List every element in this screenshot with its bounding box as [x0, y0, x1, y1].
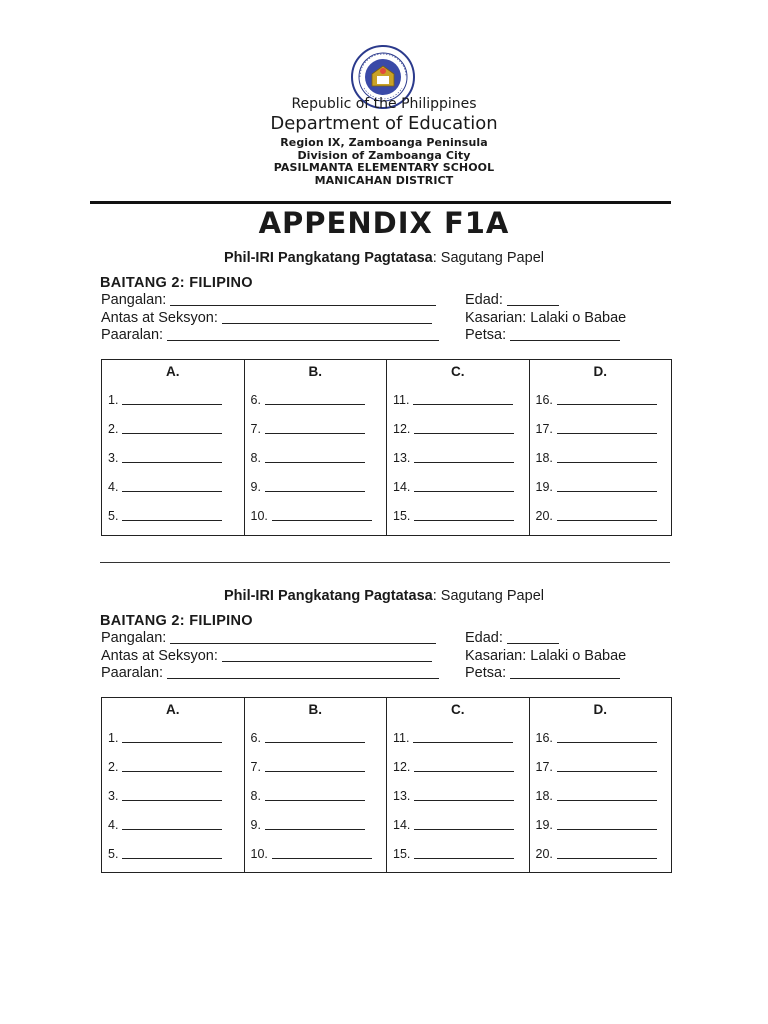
school-name: PASILMANTA ELEMENTARY SCHOOL: [273, 161, 495, 174]
answer-item[interactable]: 11.: [393, 393, 513, 407]
answer-item[interactable]: 12.: [393, 760, 514, 774]
column-header: A.: [166, 364, 180, 379]
paaralan-field[interactable]: Paaralan:: [101, 665, 439, 681]
column-d: [530, 360, 672, 535]
district-line: MANICAHAN DISTRICT: [314, 174, 454, 187]
answer-item[interactable]: 12.: [393, 422, 514, 436]
answer-item[interactable]: 2.: [108, 422, 222, 436]
answer-item[interactable]: 16.: [536, 393, 657, 407]
answer-item[interactable]: 17.: [536, 760, 657, 774]
answer-item[interactable]: 4.: [108, 480, 222, 494]
column-d: [530, 698, 672, 872]
cut-line-divider: [100, 562, 670, 563]
answer-item[interactable]: 14.: [393, 818, 514, 832]
answer-item[interactable]: 8.: [251, 789, 365, 803]
column-b: [245, 360, 388, 535]
answer-item[interactable]: 19.: [536, 480, 657, 494]
republic-line: Republic of the Philippines: [291, 96, 477, 112]
division-line: Division of Zamboanga City: [297, 149, 471, 162]
antas-field[interactable]: Antas at Seksyon:: [101, 310, 432, 326]
answer-item[interactable]: 18.: [536, 451, 657, 465]
answer-item[interactable]: 16.: [536, 731, 657, 745]
form-title: Phil-IRI Pangkatang Pagtatasa: Sagutang Papel: [224, 250, 544, 266]
pangalan-field[interactable]: Pangalan:: [101, 630, 436, 646]
grade-subject: BAITANG 2: FILIPINO: [100, 613, 253, 629]
answer-item[interactable]: 17.: [536, 422, 657, 436]
edad-field[interactable]: Edad:: [465, 292, 559, 308]
answer-item[interactable]: 11.: [393, 731, 513, 745]
answer-item[interactable]: 9.: [251, 480, 365, 494]
answer-item[interactable]: 7.: [251, 422, 365, 436]
kasarian-field[interactable]: Kasarian: Lalaki o Babae: [465, 648, 627, 664]
answer-item[interactable]: 20.: [536, 509, 657, 523]
answer-item[interactable]: 3.: [108, 451, 222, 465]
answer-item[interactable]: 2.: [108, 760, 222, 774]
header-divider: [90, 201, 671, 204]
column-header: D.: [593, 702, 607, 717]
column-a: [102, 360, 245, 535]
answer-item[interactable]: 15.: [393, 847, 514, 861]
answer-item[interactable]: 10.: [251, 509, 372, 523]
pangalan-field[interactable]: Pangalan:: [101, 292, 436, 308]
column-header: B.: [308, 702, 322, 717]
column-header: C.: [451, 364, 465, 379]
answer-item[interactable]: 6.: [251, 393, 365, 407]
kasarian-field[interactable]: Kasarian: Lalaki o Babae: [465, 310, 627, 326]
answer-table: [101, 697, 672, 873]
answer-item[interactable]: 13.: [393, 789, 514, 803]
antas-field[interactable]: Antas at Seksyon:: [101, 648, 432, 664]
appendix-title: APPENDIX F1A: [258, 206, 510, 240]
petsa-field[interactable]: Petsa:: [465, 327, 620, 343]
answer-item[interactable]: 9.: [251, 818, 365, 832]
answer-item[interactable]: 8.: [251, 451, 365, 465]
petsa-field[interactable]: Petsa:: [465, 665, 620, 681]
column-header: C.: [451, 702, 465, 717]
answer-item[interactable]: 5.: [108, 509, 222, 523]
answer-table: [101, 359, 672, 536]
grade-subject: BAITANG 2: FILIPINO: [100, 275, 253, 291]
answer-item[interactable]: 14.: [393, 480, 514, 494]
answer-item[interactable]: 19.: [536, 818, 657, 832]
column-a: [102, 698, 245, 872]
answer-item[interactable]: 3.: [108, 789, 222, 803]
column-header: D.: [593, 364, 607, 379]
answer-item[interactable]: 6.: [251, 731, 365, 745]
column-header: A.: [166, 702, 180, 717]
column-b: [245, 698, 388, 872]
region-line: Region IX, Zamboanga Peninsula: [280, 136, 488, 149]
answer-item[interactable]: 4.: [108, 818, 222, 832]
answer-item[interactable]: 13.: [393, 451, 514, 465]
answer-item[interactable]: 7.: [251, 760, 365, 774]
edad-field[interactable]: Edad:: [465, 630, 559, 646]
paaralan-field[interactable]: Paaralan:: [101, 327, 439, 343]
answer-item[interactable]: 20.: [536, 847, 657, 861]
department-title: Department of Education: [270, 113, 498, 134]
answer-item[interactable]: 5.: [108, 847, 222, 861]
answer-item[interactable]: 1.: [108, 731, 222, 745]
answer-item[interactable]: 18.: [536, 789, 657, 803]
answer-item[interactable]: 10.: [251, 847, 372, 861]
answer-item[interactable]: 15.: [393, 509, 514, 523]
form-title: Phil-IRI Pangkatang Pagtatasa: Sagutang Papel: [224, 588, 544, 604]
answer-item[interactable]: 1.: [108, 393, 222, 407]
column-header: B.: [308, 364, 322, 379]
column-c: [387, 360, 530, 535]
column-c: [387, 698, 530, 872]
